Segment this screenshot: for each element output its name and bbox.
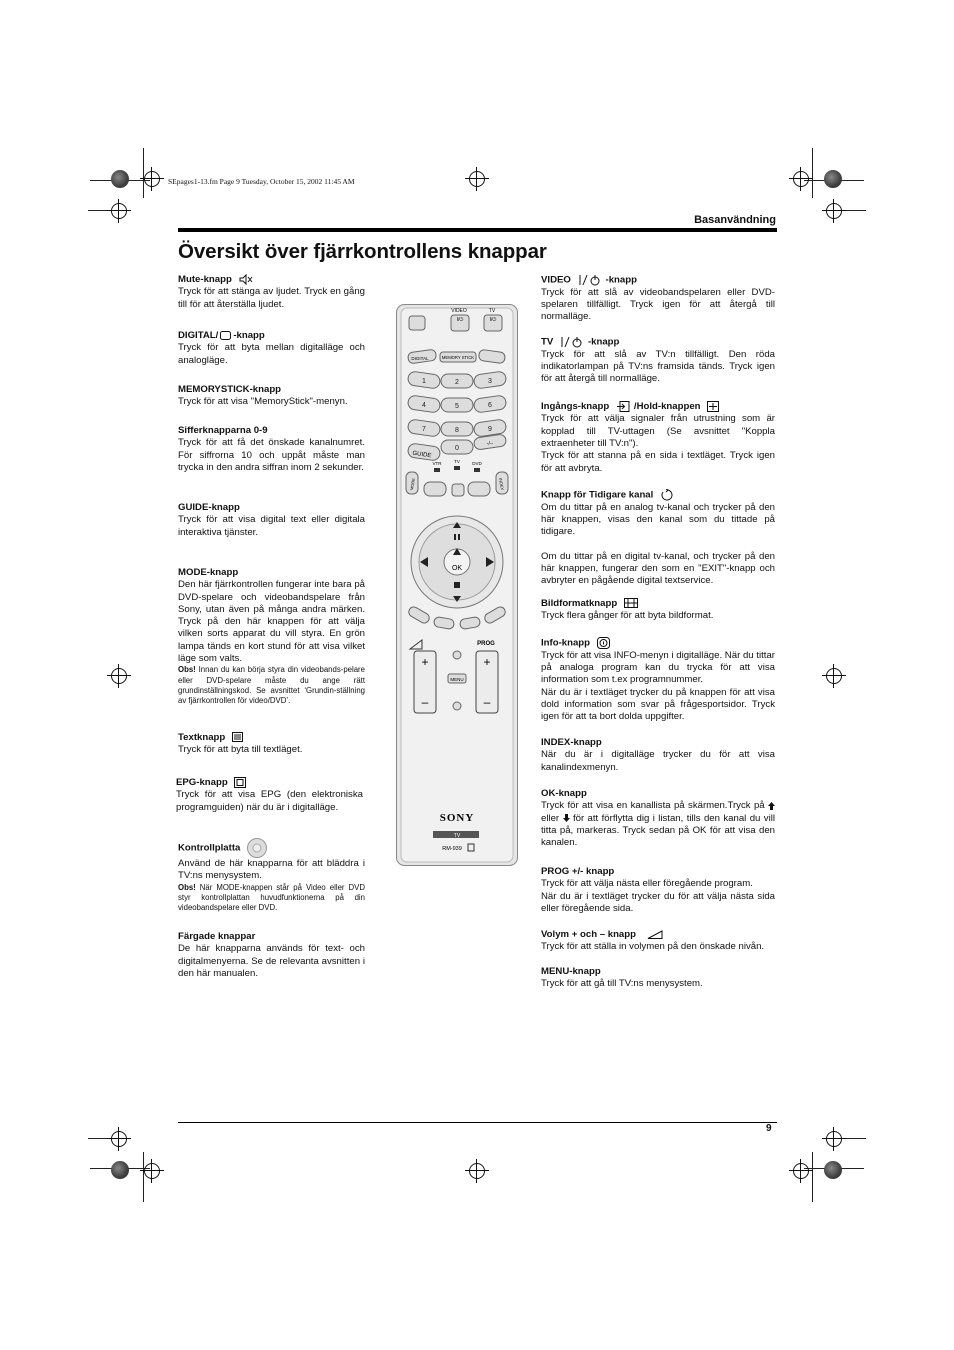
footer-rule bbox=[178, 1122, 777, 1123]
page-number: 9 bbox=[766, 1123, 772, 1134]
registration-mark bbox=[793, 1163, 809, 1179]
format-entry bbox=[541, 598, 775, 623]
remote-tv-power-symbol: I/⏻ bbox=[489, 317, 497, 323]
arrow-up-icon bbox=[768, 802, 775, 810]
digits-heading: Sifferknapparna 0-9 bbox=[178, 425, 268, 436]
digital-entry bbox=[178, 330, 365, 367]
previous-text-2: Om du tittar på en digital tv-kanal, och trycker på den här knappen, fungerar den som en "EXIT"-knapp och avbryter en pågående digital textservice. bbox=[541, 550, 775, 587]
menu-heading: MENU-knapp bbox=[541, 966, 601, 977]
remote-prog-minus: – bbox=[483, 695, 491, 709]
ok-text-c: för att förflytta dig i listan, tills den kanal du vill titta på, markeras. Tryck sedan på OK för att visa den kanalen. bbox=[541, 812, 775, 849]
prog-heading: PROG +/- knapp bbox=[541, 866, 615, 877]
registration-mark bbox=[111, 203, 127, 219]
info-text-2: När du är i textläget trycker du på knappen för att visa dold information som svar på frågesportsidor. Tryck igen för att ta bort dolda uppgifter. bbox=[541, 686, 775, 723]
mode-note-label: Obs! bbox=[178, 665, 196, 675]
registration-mark bbox=[144, 1163, 160, 1179]
previous-channel-icon bbox=[660, 489, 673, 501]
registration-mark bbox=[826, 668, 842, 684]
volume-icon bbox=[647, 930, 663, 939]
index-entry bbox=[541, 737, 775, 774]
mute-heading: Mute-knapp bbox=[178, 274, 232, 286]
pad-text: Använd de här knapparna för att bläddra i TV:ns menysystem. bbox=[178, 858, 365, 882]
info-text: Tryck för att visa INFO-menyn i digitalläge. När du tittar på analoga program kan du trycka för att visa information som t.ex programnummer. bbox=[541, 649, 775, 686]
video-text: Tryck för att slå av videobandspelaren eller DVD-spelaren tillfälligt. Tryck igen för att återgå till normalläge. bbox=[541, 286, 775, 323]
text-entry bbox=[178, 732, 365, 757]
mode-entry bbox=[178, 567, 365, 706]
input-entry bbox=[541, 401, 775, 475]
color-target-disc bbox=[111, 1161, 129, 1179]
digital-text: Tryck för att byta mellan digitalläge och analogläge. bbox=[178, 342, 365, 366]
digital-heading-suffix: -knapp bbox=[233, 330, 265, 341]
remote-digit-4: 4 bbox=[422, 402, 426, 409]
remote-dvd-label: DVD bbox=[472, 461, 482, 466]
volume-text: Tryck för att ställa in volymen på den önskade nivån. bbox=[541, 941, 765, 953]
guide-entry bbox=[178, 502, 365, 539]
registration-mark bbox=[793, 171, 809, 187]
input-heading: Ingångs-knapp bbox=[541, 401, 610, 413]
colour-heading: Färgade knappar bbox=[178, 931, 256, 942]
ok-heading: OK-knapp bbox=[541, 788, 587, 799]
memorystick-text: Tryck för att visa "MemoryStick"-menyn. bbox=[178, 396, 348, 408]
remote-digit-1: 1 bbox=[422, 378, 426, 385]
remote-brand-logo: SONY bbox=[439, 812, 475, 824]
remote-video-label: VIDEO bbox=[451, 308, 467, 314]
volume-heading: Volym + och – knapp bbox=[541, 929, 636, 940]
remote-prog-plus: + bbox=[483, 655, 491, 669]
teletext-icon bbox=[232, 732, 243, 742]
remote-digital-label: DIGITAL bbox=[411, 356, 429, 361]
digits-entry bbox=[178, 425, 365, 474]
prog-entry bbox=[541, 866, 775, 915]
remote-digit-7: 7 bbox=[422, 426, 426, 433]
video-entry bbox=[541, 274, 775, 324]
remote-volume-minus: – bbox=[421, 695, 429, 709]
remote-digit-0: 0 bbox=[455, 445, 459, 452]
text-heading: Textknapp bbox=[178, 732, 226, 743]
color-target-disc bbox=[824, 1161, 842, 1179]
previous-text: Om du tittar på en analog tv-kanal och trycker på den här knappen, visas den kanal som du tittade på tidigare. bbox=[541, 501, 775, 538]
remote-tv-label: TV bbox=[488, 308, 496, 314]
mode-note: Innan du kan börja styra din videobands-pelare eller DVD-spelare måste du ange rätt grundinställningskod. Se avsnittet ‘Grundin-ställning av fjärrkontrollen för video/DVD’. bbox=[178, 665, 365, 705]
remote-prog-label: PROG bbox=[477, 641, 495, 647]
power-icon bbox=[560, 336, 584, 348]
info-icon bbox=[597, 637, 610, 649]
text-text: Tryck för att byta till textläget. bbox=[178, 744, 303, 756]
remote-digit-2: 2 bbox=[455, 379, 459, 386]
color-target-disc bbox=[111, 170, 129, 188]
remote-mode-label: MODE bbox=[408, 477, 416, 491]
remote-digit-8: 8 bbox=[455, 427, 459, 434]
hold-icon bbox=[707, 401, 719, 412]
epg-heading: EPG-knapp bbox=[176, 777, 228, 789]
menu-text: Tryck för att gå till TV:ns menysystem. bbox=[541, 978, 703, 990]
remote-tv-plate: TV bbox=[453, 833, 461, 839]
digits-text: Tryck för att få det önskade kanalnumret. För siffrorna 10 och uppåt måste man trycka in den andra siffran inom 2 sekunder. bbox=[178, 437, 365, 473]
registration-mark bbox=[826, 203, 842, 219]
registration-mark bbox=[826, 1131, 842, 1147]
section-title: Basanvändning bbox=[694, 214, 776, 226]
remote-digit-3: 3 bbox=[488, 378, 492, 385]
remote-digit-5: 5 bbox=[455, 403, 459, 410]
registration-mark bbox=[111, 668, 127, 684]
remote-dash-label: -/-- bbox=[486, 441, 494, 447]
epg-text: Tryck för att visa EPG (den elektroniska programguiden) när du är i digitalläge. bbox=[176, 789, 363, 813]
volume-entry bbox=[541, 929, 775, 954]
picture-format-icon bbox=[624, 598, 638, 608]
menu-entry bbox=[541, 966, 775, 991]
video-heading: VIDEO bbox=[541, 274, 571, 286]
registration-mark bbox=[144, 171, 160, 187]
epg-entry bbox=[176, 777, 363, 814]
tv-heading: TV bbox=[541, 336, 554, 348]
remote-model-label: RM-939 bbox=[442, 846, 462, 852]
remote-control-illustration bbox=[396, 304, 518, 866]
registration-mark bbox=[111, 1131, 127, 1147]
remote-index-label: INDEX bbox=[497, 477, 506, 491]
arrow-down-icon bbox=[563, 814, 570, 822]
page-title: Översikt över fjärrkontrollens knappar bbox=[178, 240, 547, 263]
pad-note: När MODE-knappen står på Video eller DVD styr kontrollplattan huvudfunktionerna på din videobandspelare eller DVD. bbox=[178, 882, 365, 912]
tv-text: Tryck för att slå av TV:n tillfälligt. Den röda indikatorlampan på TV:ns framsida tänds. Tryck igen för att återgå till normalläge. bbox=[541, 348, 775, 385]
index-heading: INDEX-knapp bbox=[541, 737, 602, 748]
info-heading: Info-knapp bbox=[541, 637, 591, 649]
color-target-disc bbox=[824, 170, 842, 188]
digital-heading: DIGITAL/ bbox=[178, 330, 219, 341]
mute-text: Tryck för att stänga av ljudet. Tryck en gång till för att återställa ljudet. bbox=[178, 286, 365, 310]
power-icon bbox=[578, 274, 602, 286]
previous-heading: Knapp för Tidigare kanal bbox=[541, 489, 654, 501]
video-heading-suffix: -knapp bbox=[605, 274, 637, 286]
pad-entry bbox=[178, 838, 365, 913]
remote-video-power-symbol: I/⏻ bbox=[456, 317, 464, 323]
epg-icon bbox=[234, 777, 246, 788]
colour-text: De här knapparna används för text- och digitalmenyerna. Se de relevanta avsnitten i den här manualen. bbox=[178, 943, 365, 979]
remote-ok-label: OK bbox=[451, 565, 463, 572]
colour-entry bbox=[178, 931, 365, 980]
mode-heading: MODE-knapp bbox=[178, 567, 239, 578]
mute-entry bbox=[178, 274, 365, 311]
tv-screen-icon bbox=[220, 331, 231, 340]
ok-text-a: Tryck för att visa en kanallista på skärmen.Tryck på bbox=[541, 800, 765, 812]
pad-heading: Kontrollplatta bbox=[178, 842, 241, 854]
remote-digit-6: 6 bbox=[488, 402, 492, 409]
remote-digit-9: 9 bbox=[488, 426, 492, 433]
tv-entry bbox=[541, 336, 775, 386]
pad-note-label: Obs! bbox=[178, 882, 196, 892]
remote-memorystick-label: MEMORY STICK bbox=[441, 355, 475, 360]
index-text: När du är i digitalläge trycker du för att visa kanalindexmenyn. bbox=[541, 749, 775, 773]
tv-heading-suffix: -knapp bbox=[587, 336, 620, 348]
previous-entry bbox=[541, 489, 775, 588]
remote-guide-label: GUIDE bbox=[412, 450, 432, 460]
remote-vtr-label: VTR bbox=[432, 461, 442, 466]
input-text: Tryck för att välja signaler från utrustning som är kopplad till TV-uttagen (Se avsnittet "Koppla extraenheter till TV:n"). bbox=[541, 413, 775, 449]
remote-mute-button bbox=[409, 316, 425, 330]
registration-mark bbox=[469, 1163, 485, 1179]
info-entry bbox=[541, 637, 775, 724]
remote-menu-label: MENU bbox=[450, 677, 464, 682]
mute-icon bbox=[239, 274, 253, 285]
ok-text-b: eller bbox=[541, 812, 560, 824]
memorystick-entry bbox=[178, 384, 365, 409]
remote-tv-mode-label: TV bbox=[454, 459, 460, 464]
mode-text: Den här fjärrkontrollen fungerar inte bara på DVD-spelare och videobandspelare från Sony, utan även på många andra märken. Tryck på den här knappen för att välja vilken sorts apparat du vill styra. En grön lampa tänds en kort stund för att visa vilket läge som valts. bbox=[178, 579, 365, 665]
format-heading: Bildformatknapp bbox=[541, 598, 618, 609]
guide-heading: GUIDE-knapp bbox=[178, 502, 240, 513]
control-pad-icon bbox=[247, 838, 267, 858]
file-slug: SEpages1-13.fm Page 9 Tuesday, October 15, 2002 11:45 AM bbox=[168, 177, 355, 186]
prog-text-2: När du är i textläget trycker du för att välja nästa sida eller föregående sida. bbox=[541, 890, 775, 914]
input-text-2: Tryck för att stanna på en sida i textläget. Tryck igen för att avbryta. bbox=[541, 450, 775, 474]
prog-text: Tryck för att välja nästa eller föregående program. bbox=[541, 878, 753, 890]
input-icon bbox=[616, 401, 630, 412]
remote-volume-plus: + bbox=[421, 655, 429, 669]
ok-entry bbox=[541, 788, 775, 849]
format-text: Tryck flera gånger för att byta bildformat. bbox=[541, 610, 714, 622]
memorystick-heading: MEMORYSTICK-knapp bbox=[178, 384, 282, 395]
guide-text: Tryck för att visa digital text eller digitala interaktiva tjänster. bbox=[178, 514, 365, 538]
header-rule bbox=[178, 228, 777, 232]
registration-mark bbox=[469, 171, 485, 187]
input-heading-suffix: /Hold-knappen bbox=[633, 401, 701, 413]
